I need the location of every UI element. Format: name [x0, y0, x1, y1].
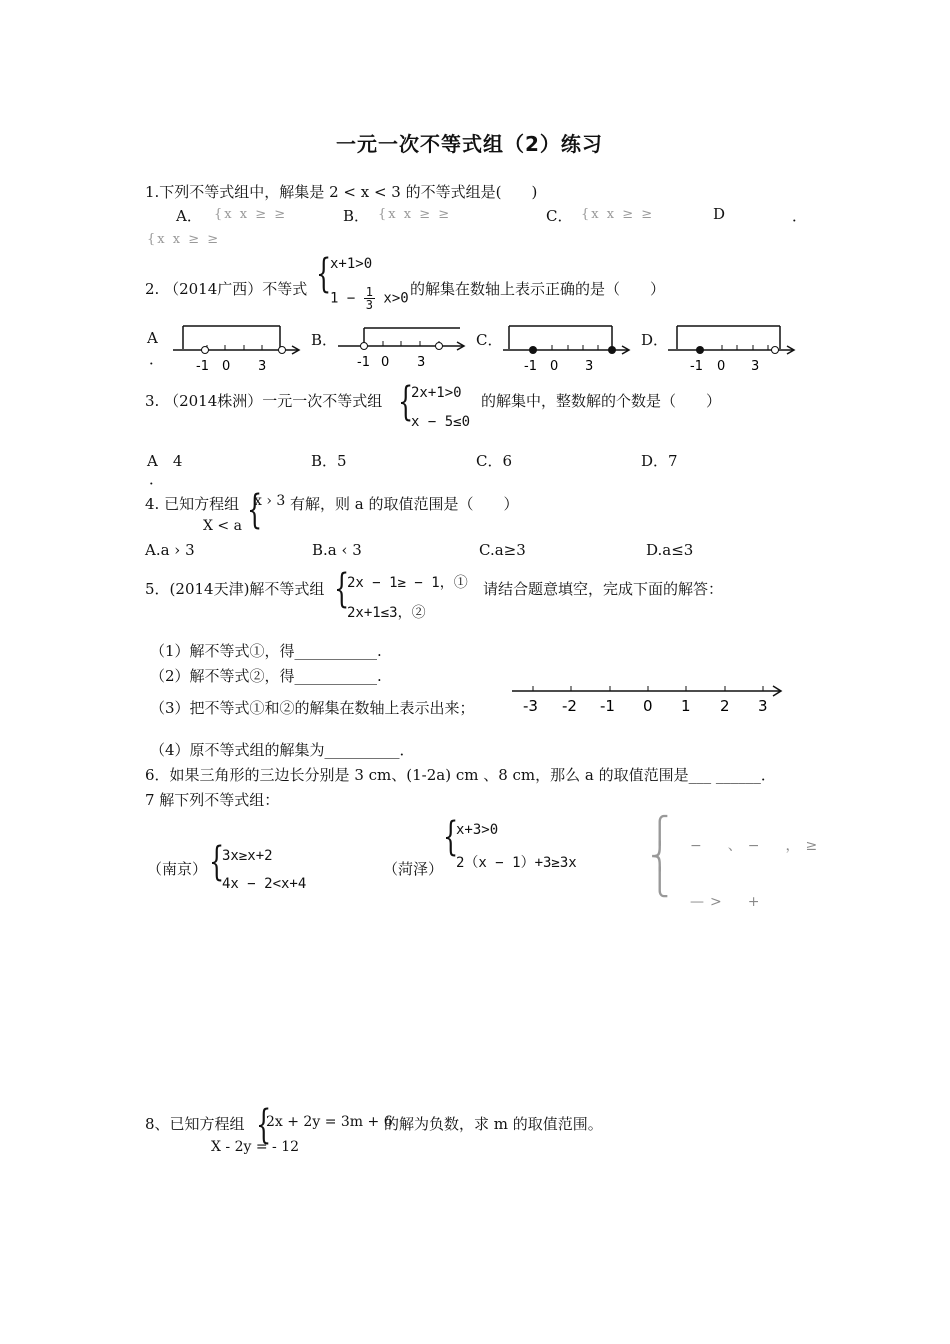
- q5-numberline: [508, 680, 788, 720]
- q2-option-b: B．: [311, 331, 338, 349]
- q7-nanjing-line1: 3x≥x+2: [222, 848, 273, 864]
- q7-heze-line2: 2（x − 1）+3≥3x: [456, 855, 577, 871]
- q5-step-3: （3）把不等式①和②的解集在数轴上表示出来；: [150, 699, 475, 717]
- q5-line1: 2x − 1≥ − 1，①: [347, 575, 468, 591]
- axis-label: 3: [417, 355, 426, 370]
- q7-faint-brace: ⎧ ⎨ ⎩: [650, 816, 670, 898]
- q2-line1: x+1>0: [330, 256, 373, 272]
- q7-text: 7 解下列不等式组：: [145, 791, 280, 809]
- q7-nanjing-brace: {: [209, 839, 225, 885]
- q1-option-a: A．: [176, 207, 202, 225]
- axis-label: 0: [222, 359, 231, 374]
- q2-numberline-a: [170, 322, 305, 377]
- q7-nanjing-label: （南京）: [147, 860, 208, 878]
- q3-option-d: D．7: [641, 452, 678, 470]
- q3-line1: 2x+1>0: [411, 385, 462, 401]
- q2-option-d: D．: [641, 331, 669, 349]
- q2-numberline-b: [335, 322, 470, 377]
- q2-brace: {: [316, 251, 332, 297]
- q2-option-c: C．: [476, 331, 503, 349]
- q4-prefix: 4. 已知方程组: [145, 495, 240, 513]
- axis-label: -1: [690, 359, 703, 374]
- q1-option-b: B．: [343, 207, 370, 225]
- axis-label: -1: [600, 697, 615, 715]
- q1-option-d-dot: ．: [792, 207, 808, 225]
- q1-faint-d: {x x ≥ ≥: [147, 232, 221, 247]
- axis-label: 3: [751, 359, 760, 374]
- q2-line2-right: x>0: [383, 290, 409, 307]
- q2-line2-left: 1 −: [330, 290, 356, 307]
- axis-label: -1: [524, 359, 537, 374]
- q1-faint-a: {x x ≥ ≥: [214, 207, 288, 222]
- q2-fraction: [364, 286, 375, 311]
- q4-brace: {: [247, 487, 263, 533]
- axis-label: -2: [562, 697, 577, 715]
- q1-faint-b: {x x ≥ ≥: [378, 207, 452, 222]
- q4-suffix: 有解，则 a 的取值范围是（ ）: [290, 495, 519, 513]
- q2-frac-den: 3: [365, 298, 373, 312]
- q8-prefix: 8、已知方程组: [145, 1115, 245, 1133]
- q8-suffix: 的解为负数，求 m 的取值范围。: [384, 1115, 603, 1133]
- axis-label: 2: [720, 697, 730, 715]
- q4-line1: x › 3: [254, 493, 286, 509]
- q1-faint-c: {x x ≥ ≥: [581, 207, 655, 222]
- q5-step-4: （4）原不等式组的解集为__________．: [150, 741, 415, 759]
- axis-label: -1: [357, 355, 370, 370]
- q7-faint-line2: —> +: [690, 894, 766, 910]
- q8-line1: 2x + 2y = 3m + 6: [266, 1114, 393, 1130]
- axis-label: 1: [681, 697, 691, 715]
- q5-suffix: 请结合题意填空，完成下面的解答：: [483, 580, 724, 598]
- q8-line2: X - 2y = - 12: [211, 1139, 300, 1155]
- q2-option-a: A: [147, 329, 158, 347]
- q4-option-a: A.a › 3: [145, 541, 195, 559]
- q1-option-c: C．: [546, 207, 573, 225]
- q2-numberline-c: [500, 322, 635, 377]
- q8-brace: {: [256, 1102, 272, 1148]
- q4-option-b: B.a ‹ 3: [312, 541, 362, 559]
- page-title: 一元一次不等式组（2）练习: [336, 132, 603, 156]
- axis-label: 3: [258, 359, 267, 374]
- q7-faint-line1: − 、− ，≥: [690, 838, 824, 854]
- q4-option-d: D.a≤3: [646, 541, 694, 559]
- q2-suffix: 的解集在数轴上表示正确的是（ ）: [410, 280, 666, 298]
- q2-option-a-dot: ．: [149, 350, 165, 368]
- q3-option-a: A 4: [147, 452, 183, 470]
- q6-text: 6．如果三角形的三边长分别是 3 cm、(1-2a) cm 、8 cm，那么 a 的取值范围是___ ______．: [145, 766, 776, 784]
- q7-heze-line1: x+3>0: [456, 822, 499, 838]
- axis-label: 0: [550, 359, 559, 374]
- axis-label: 0: [643, 697, 653, 715]
- q4-line2: X < a: [203, 518, 242, 534]
- axis-label: 3: [585, 359, 594, 374]
- q7-nanjing-line2: 4x − 2<x+4: [222, 876, 307, 892]
- q3-option-b: B．5: [311, 452, 347, 470]
- q4-option-c: C.a≥3: [479, 541, 526, 559]
- q5-step-1: （1）解不等式①，得___________.: [150, 642, 382, 660]
- q5-step-2: （2）解不等式②，得___________.: [150, 667, 382, 685]
- q7-heze-label: （菏泽）: [383, 860, 444, 878]
- q3-prefix: 3. （2014株洲）一元一次不等式组: [145, 392, 383, 410]
- q5-prefix: 5．(2014天津)解不等式组: [145, 580, 325, 598]
- q5-brace: {: [334, 566, 350, 612]
- axis-label: 0: [717, 359, 726, 374]
- axis-label: -3: [523, 697, 538, 715]
- q2-frac-num: 1: [365, 285, 373, 299]
- q3-line2: x − 5≤0: [411, 414, 471, 430]
- q1-text: 1.下列不等式组中，解集是 2 < x < 3 的不等式组是( ): [145, 183, 538, 201]
- q3-option-c: C．6: [476, 452, 513, 470]
- q3-suffix: 的解集中，整数解的个数是（ ）: [481, 392, 722, 410]
- q5-line2: 2x+1≤3，②: [347, 605, 426, 621]
- q3-brace: {: [398, 379, 414, 425]
- axis-label: 3: [758, 697, 768, 715]
- q2-prefix: 2. （2014广西）不等式: [145, 280, 308, 298]
- q2-line2: [330, 286, 409, 311]
- q2-numberline-d: [665, 322, 800, 377]
- axis-label: 0: [381, 355, 390, 370]
- q3-option-a-dot: ．: [149, 470, 165, 488]
- q7-heze-brace: {: [443, 814, 459, 860]
- axis-label: -1: [196, 359, 209, 374]
- q1-option-d: D: [713, 205, 726, 223]
